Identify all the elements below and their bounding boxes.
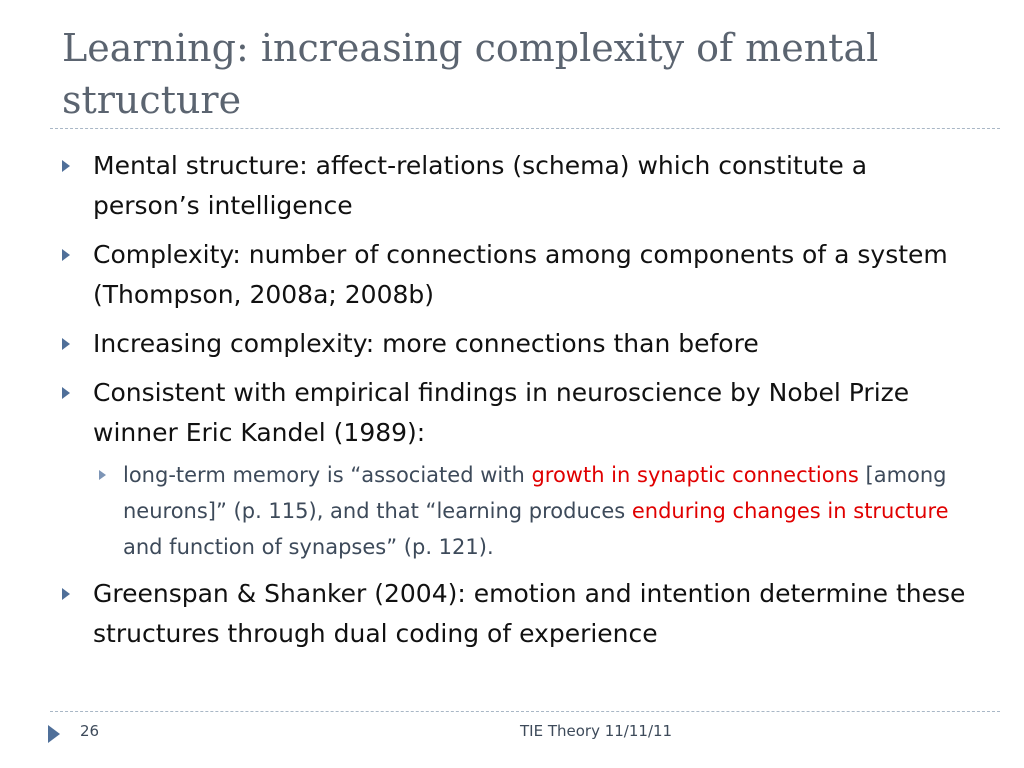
triangle-bullet-icon: [62, 338, 70, 350]
sub-bullet-item: [93, 457, 976, 565]
bullet-text: Increasing complexity: more connections than before: [93, 329, 759, 358]
footer-text: TIE Theory 11/11/11: [520, 722, 673, 740]
highlight-enduring-changes: enduring changes in structure: [631, 499, 949, 523]
triangle-bullet-icon: [99, 470, 106, 480]
title-divider: [50, 128, 1000, 129]
bullet-item: [56, 235, 976, 315]
triangle-bullet-icon: [62, 160, 70, 172]
bullet-list: [56, 146, 976, 654]
triangle-bullet-icon: [62, 387, 70, 399]
sub-bullet-list: [93, 457, 976, 565]
slide-title: Learning: increasing complexity of mental structure: [62, 26, 879, 122]
bullet-item: [56, 324, 976, 364]
bullet-text: Greenspan & Shanker (2004): emotion and intention determine these structures through dual coding of experience: [93, 579, 966, 648]
footer-arrow-icon: [48, 725, 60, 743]
sub-bullet-text-part: and function of synapses” (p. 121).: [123, 535, 494, 559]
highlight-synaptic-growth: growth in synaptic connections: [531, 463, 859, 487]
slide-body: [56, 146, 976, 663]
bullet-text: Mental structure: affect-relations (schema) which constitute a person’s intelligence: [93, 151, 868, 220]
bullet-item: [56, 146, 976, 226]
bullet-item: [56, 373, 976, 565]
sub-bullet-text-part: long-term memory is “associated with: [123, 463, 532, 487]
sub-bullet-text-part: [among neurons]” (p. 115), and that “learning produces: [123, 463, 947, 523]
page-number: 26: [80, 722, 100, 740]
bullet-item: [56, 574, 976, 654]
triangle-bullet-icon: [62, 588, 70, 600]
triangle-bullet-icon: [62, 249, 70, 261]
bullet-text: Complexity: number of connections among components of a system (Thompson, 2008a; 2008b): [93, 240, 948, 309]
bullet-text: Consistent with empirical findings in neuroscience by Nobel Prize winner Eric Kandel (1989):: [93, 378, 910, 447]
footer-divider: [50, 711, 1000, 712]
